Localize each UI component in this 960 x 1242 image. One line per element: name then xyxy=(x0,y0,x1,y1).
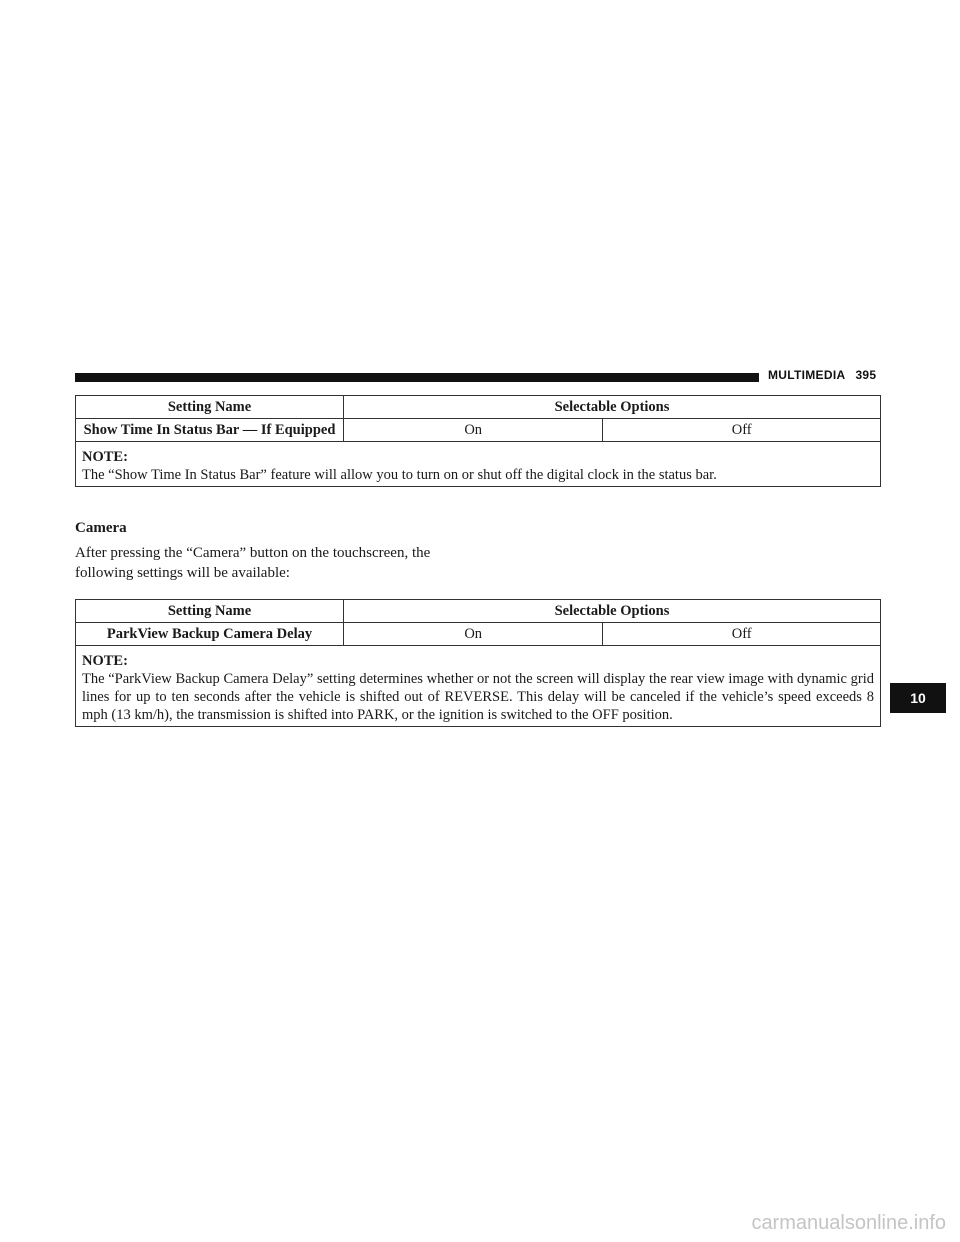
note-text: The “Show Time In Status Bar” feature will allow you to turn on or shut off the digital clock in the status bar. xyxy=(82,467,717,483)
section-title: MULTIMEDIA xyxy=(768,368,846,382)
option-cell-on: On xyxy=(344,623,603,646)
option-cell-off: Off xyxy=(603,623,881,646)
camera-intro-paragraph: After pressing the “Camera” button on the touchscreen, the following settings will be available: xyxy=(75,545,431,581)
table-header-row xyxy=(76,600,881,623)
column-header-setting-name: Setting Name xyxy=(76,396,344,419)
column-header-selectable-options: Selectable Options xyxy=(344,396,881,419)
column-header-selectable-options: Selectable Options xyxy=(344,600,881,623)
chapter-tab: 10 xyxy=(890,683,946,713)
watermark: carmanualsonline.info xyxy=(751,1212,946,1234)
note-row xyxy=(76,646,881,727)
running-header xyxy=(768,368,876,382)
note-label: NOTE: xyxy=(82,449,128,465)
setting-name-cell: Show Time In Status Bar — If Equipped xyxy=(76,419,344,442)
option-cell-off: Off xyxy=(603,419,881,442)
header-rule xyxy=(75,373,759,382)
settings-table-camera xyxy=(75,599,881,727)
table-row xyxy=(76,419,881,442)
note-cell xyxy=(76,646,881,727)
option-cell-on: On xyxy=(344,419,603,442)
table-row xyxy=(76,623,881,646)
note-text: The “ParkView Backup Camera Delay” setting determines whether or not the screen will display the rear view image with dynamic grid lines for up to ten seconds after the vehicle is shifted out of REVERSE. This delay will be canceled if the vehicle’s speed exceeds 8 mph (13 km/h), the transmission is shifted into PARK, or the ignition is switched to the OFF position. xyxy=(82,671,874,723)
note-label: NOTE: xyxy=(82,653,128,669)
table-header-row xyxy=(76,396,881,419)
column-header-setting-name: Setting Name xyxy=(76,600,344,623)
settings-table-status-bar xyxy=(75,395,881,487)
section-heading-camera: Camera xyxy=(75,520,127,536)
page-number: 395 xyxy=(855,368,877,382)
setting-name-cell: ParkView Backup Camera Delay xyxy=(76,623,344,646)
note-row xyxy=(76,442,881,487)
note-cell xyxy=(76,442,881,487)
